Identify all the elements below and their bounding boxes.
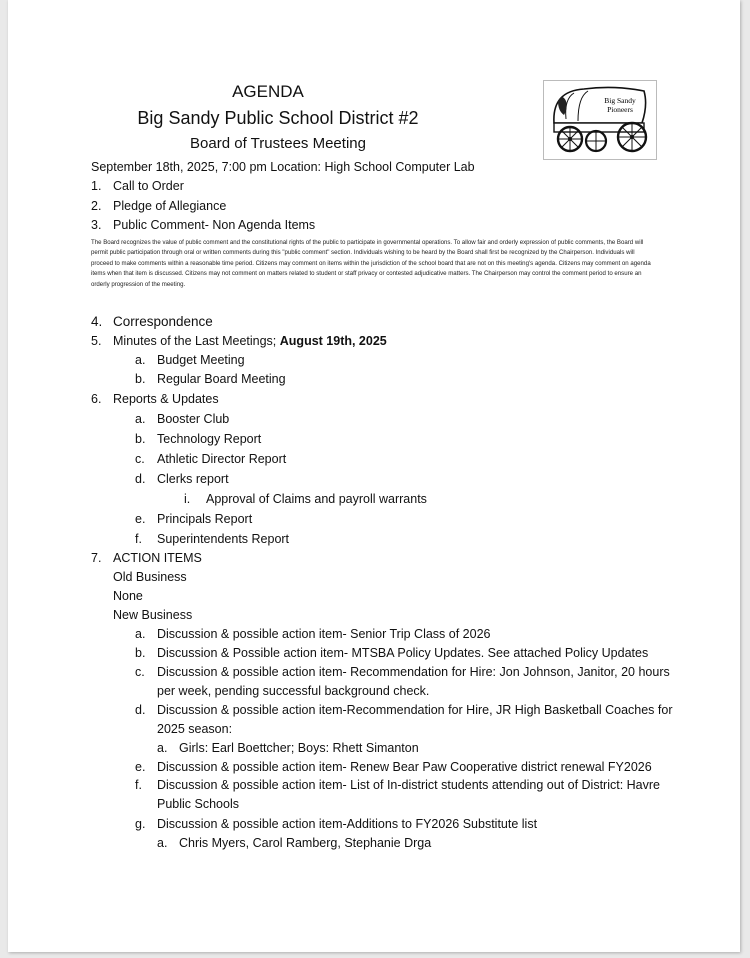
meeting-details: September 18th, 2025, 7:00 pm Location: High School Computer Lab xyxy=(91,160,475,174)
item-7e: e. Discussion & possible action item- Renew Bear Paw Cooperative district renewal FY2026 xyxy=(135,760,652,774)
item-6d-i: i. Approval of Claims and payroll warrants xyxy=(184,492,427,506)
agenda-title: AGENDA xyxy=(232,82,304,101)
item-7f-cont: Public Schools xyxy=(157,797,239,811)
item-7: 7. ACTION ITEMS xyxy=(91,551,202,565)
item-1: 1. Call to Order xyxy=(91,179,184,193)
logo-text-1: Big Sandy xyxy=(604,96,636,105)
item-2: 2. Pledge of Allegiance xyxy=(91,199,227,213)
item-7d-a: a. Girls: Earl Boettcher; Boys: Rhett Simanton xyxy=(157,741,419,755)
item-7d-cont: 2025 season: xyxy=(157,722,233,736)
pioneers-wagon-logo xyxy=(543,80,657,160)
item-7d: d. Discussion & possible action item-Recommendation for Hire, JR High Basketball Coaches for xyxy=(135,703,673,717)
item-7c-cont: per week, pending successful background check. xyxy=(157,684,430,698)
item-4: 4. Correspondence xyxy=(91,314,213,329)
new-business: New Business xyxy=(113,608,193,622)
item-7g-a: a. Chris Myers, Carol Ramberg, Stephanie Drga xyxy=(157,836,432,850)
old-business: Old Business xyxy=(113,570,187,584)
item-7a: a. Discussion & possible action item- Senior Trip Class of 2026 xyxy=(135,627,491,641)
item-7c: c. Discussion & possible action item- Recommendation for Hire: Jon Johnson, Janitor, 20 hours xyxy=(135,665,670,679)
item-6a: a. Booster Club xyxy=(135,412,230,426)
item-7f: f. Discussion & possible action item- List of In-district students attending out of District: Havre xyxy=(135,778,660,792)
meeting-name: Board of Trustees Meeting xyxy=(190,135,366,152)
district-name: Big Sandy Public School District #2 xyxy=(137,108,419,128)
item-6: 6. Reports & Updates xyxy=(91,392,219,406)
item-5a: a. Budget Meeting xyxy=(135,353,245,367)
item-6c: c. Athletic Director Report xyxy=(135,452,287,466)
item-6d: d. Clerks report xyxy=(135,472,229,486)
item-3: 3. Public Comment- Non Agenda Items xyxy=(91,218,316,232)
item-6b: b. Technology Report xyxy=(135,432,262,446)
public-comment-notice: The Board recognizes the value of public comment and the constitutional rights of the public to participate in governmental operations. To allow fair and orderly expression of public comments, the Board will permit public participation through oral or written comments during this "public comment" section. Individuals wishing to be heard by the Board shall first be recognized by the Chairperson. Individuals will proceed to make comments within a reasonable time period. Citizens may comment on items within the jurisdiction of the school board that are not on this meeting's agenda. Citizens may comment on agenda items when that item is discussed. Citizens may not comment on matters related to student or staff privacy or contested adjudicative matters. The Chairperson may control the comment period to ensure an orderly progression of the meeting. xyxy=(91,239,651,288)
item-5b: b. Regular Board Meeting xyxy=(135,372,286,386)
old-business-none: None xyxy=(113,589,143,603)
minutes-date: August 19th, 2025 xyxy=(279,334,387,348)
item-5: 5. Minutes of the Last Meetings; August 19th, 2025 xyxy=(91,334,387,348)
wagon-icon xyxy=(544,81,656,159)
item-6e: e. Principals Report xyxy=(135,512,253,526)
item-6f: f. Superintendents Report xyxy=(135,532,290,546)
item-7g: g. Discussion & possible action item-Additions to FY2026 Substitute list xyxy=(135,817,538,831)
document-page xyxy=(8,0,740,952)
logo-text-2: Pioneers xyxy=(607,105,633,114)
item-7b: b. Discussion & Possible action item- MTSBA Policy Updates. See attached Policy Updates xyxy=(135,646,649,660)
